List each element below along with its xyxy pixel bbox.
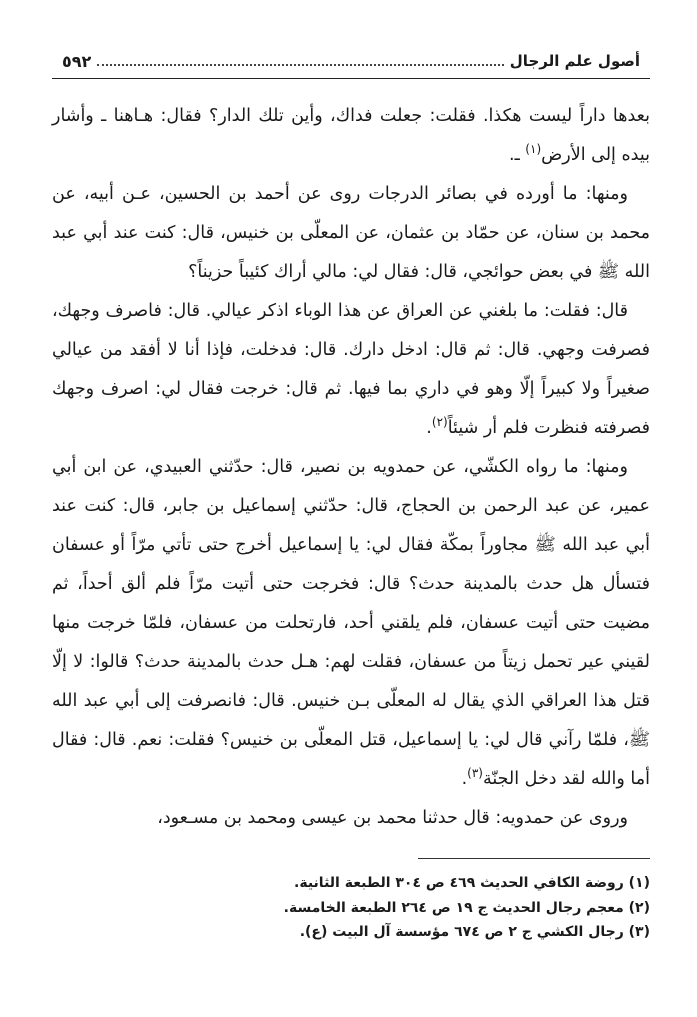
dotted-leader bbox=[97, 64, 504, 66]
paragraph-text: بعدها داراً ليست هكذا. فقلت: جعلت فداك، وأين تلك الدار؟ فقال: هـاهنا ـ وأشار بيده إلى الأرض bbox=[52, 106, 650, 165]
paragraph-text: قال: فقلت: ما بلغني عن العراق عن هذا الوباء اذكر عيالي. قال: فاصرف وجهك، فصرفت وجهي. قال: ثم قال: ادخل دارك. قال: فدخلت، فإذا أنا لا أفقد من عيالي صغيراً ولا كبيراً إلّا وهو في داري بما فيها. ثم قال: خرجت فقال لي: اصرف وجهك فصرفته فنظرت فلم أر شيئاً bbox=[52, 301, 650, 438]
footnote-3: (٣) رجال الكشي ج ٢ ص ٦٧٤ مؤسسة آل البيت (ع). bbox=[299, 924, 650, 940]
paragraph-1 bbox=[52, 97, 650, 175]
footnote-reference[interactable]: (١) bbox=[525, 142, 542, 157]
footnote-separator bbox=[418, 858, 650, 859]
footnote-reference[interactable]: (٣) bbox=[467, 766, 483, 781]
footnote-1: (١) روضة الكافي الحديث ٤٦٩ ص ٣٠٤ الطبعة الثانية. bbox=[294, 875, 650, 891]
paragraph-4 bbox=[52, 448, 650, 799]
running-header bbox=[52, 44, 650, 79]
paragraph-2 bbox=[52, 175, 650, 292]
footnote-reference[interactable]: (٢) bbox=[431, 415, 448, 430]
paragraph-text: ومنها: ما رواه الكشّي، عن حمدويه بن نصير، قال: حدّثني العبيدي، عن ابن أبي عمير، عن عبد الرحمن بن الحجاج، قال: حدّثني إسماعيل بن جابر، قال: كنت عند أبي عبد الله ﷺ مجاوراً بمكّة فقال لي: يا إسماعيل أخرج حتى تأتي مرّاً أو عسفان فتسأل هل حدث بالمدينة حدث؟ قال: فخرجت حتى أتيت مرّاً فلم ألق أحداً، ثم مضيت حتى أتيت عسفان، فلم يلقني أحد، فارتحلت من عسفان، فلمّا خرجت منها لقيني عير تحمل زيتاً من عسفان، فقلت لهم: هـل حدث بالمدينة حدث؟ قالوا: لا إلّا قتل هذا العراقي الذي يقال له المعلّى بـن خنيس. قال: فانصرفت إلى أبي عبد الله ﷺ، فلمّا رآني قال لي: يا إسماعيل، قتل المعلّى بن خنيس؟ فقلت: نعم. قال: فقال أما والله لقد دخل الجنّة bbox=[52, 457, 650, 789]
paragraph-tail: . bbox=[461, 769, 468, 789]
footnote-2: (٢) معجم رجال الحديث ج ١٩ ص ٢٦٤ الطبعة الخامسة. bbox=[283, 899, 650, 916]
page-number: ٥٩٢ bbox=[62, 51, 92, 71]
book-title: أصول علم الرجال bbox=[509, 52, 640, 70]
paragraph-text: وروى عن حمدويه: قال حدثنا محمد بن عيسى ومحمد بن مسـعود، bbox=[157, 808, 628, 828]
body-text bbox=[52, 97, 650, 838]
paragraph-5 bbox=[52, 799, 650, 838]
footnotes bbox=[52, 871, 650, 945]
paragraph-3 bbox=[52, 292, 650, 448]
paragraph-tail: . bbox=[426, 418, 432, 438]
paragraph-tail: ـ. bbox=[509, 145, 526, 165]
paragraph-text: ومنها: ما أورده في بصائر الدرجات روى عن أحمد بن الحسين، عـن أبيه، عن محمد بن سنان، عن حمّاد بن عثمان، عن المعلّى بن خنيس، قال: كنت عند أبي عبد الله ﷺ في بعض حوائجي، قال: فقال لي: مالي أراك كئيباً حزيناً؟ bbox=[52, 184, 650, 282]
book-page bbox=[52, 44, 650, 945]
